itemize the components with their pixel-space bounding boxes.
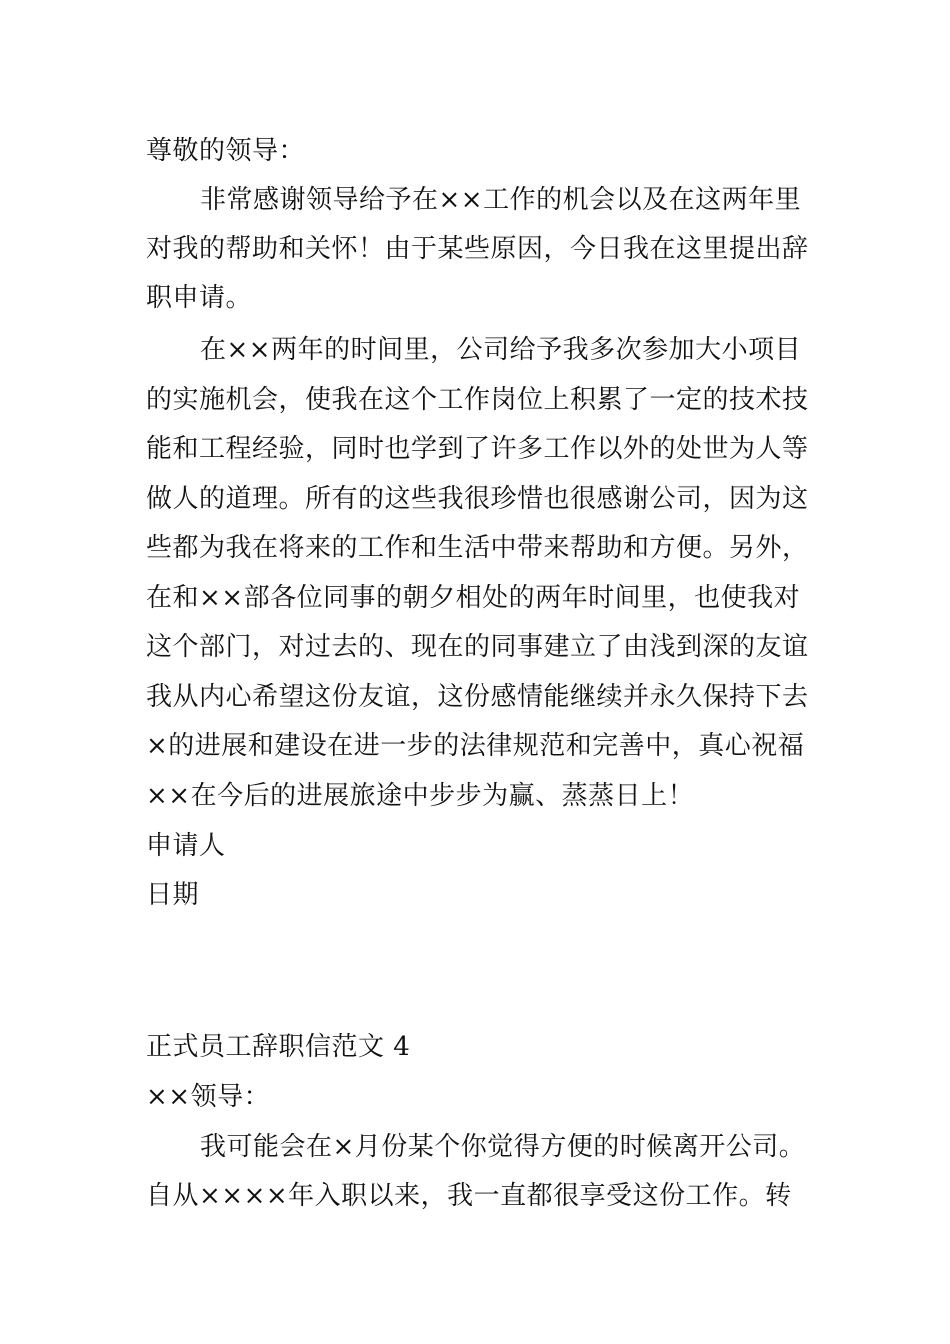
paragraph-line: 我可能会在×月份某个你觉得方便的时候离开公司。 bbox=[200, 1132, 806, 1162]
paragraph-line: 自从××××年入职以来，我一直都很享受这份工作。转 bbox=[146, 1181, 792, 1211]
signature-applicant: 申请人 bbox=[146, 831, 226, 861]
paragraph-line: 的实施机会，使我在这个工作岗位上积累了一定的技术技 bbox=[146, 385, 809, 415]
paragraph-line: 非常感谢领导给予在××工作的机会以及在这两年里 bbox=[200, 185, 802, 215]
paragraph-line: 职申请。 bbox=[146, 283, 253, 313]
paragraph-line: 在和××部各位同事的朝夕相处的两年时间里，也使我对 bbox=[146, 583, 801, 613]
salutation: 尊敬的领导： bbox=[146, 136, 306, 166]
paragraph-line: 这个部门，对过去的、现在的同事建立了由浅到深的友谊 bbox=[146, 632, 809, 662]
section-title: 正式员工辞职信范文 4 bbox=[146, 1032, 411, 1062]
salutation-2: ××领导： bbox=[146, 1082, 271, 1112]
paragraph-line: ××在今后的进展旅途中步步为赢、蒸蒸日上！ bbox=[146, 781, 695, 811]
paragraph-line: 我从内心希望这份友谊，这份感情能继续并永久保持下去 bbox=[146, 682, 809, 712]
paragraph-line: 在××两年的时间里，公司给予我多次参加大小项目 bbox=[200, 335, 802, 365]
paragraph-line: ×的进展和建设在进一步的法律规范和完善中，真心祝福 bbox=[146, 731, 805, 761]
paragraph-line: 些都为我在将来的工作和生活中带来帮助和方便。另外， bbox=[146, 533, 809, 563]
paragraph-line: 做人的道理。所有的这些我很珍惜也很感谢公司，因为这 bbox=[146, 484, 809, 514]
paragraph-line: 能和工程经验，同时也学到了许多工作以外的处世为人等 bbox=[146, 434, 809, 464]
paragraph-line: 对我的帮助和关怀！由于某些原因，今日我在这里提出辞 bbox=[146, 234, 809, 264]
signature-date: 日期 bbox=[146, 880, 200, 910]
